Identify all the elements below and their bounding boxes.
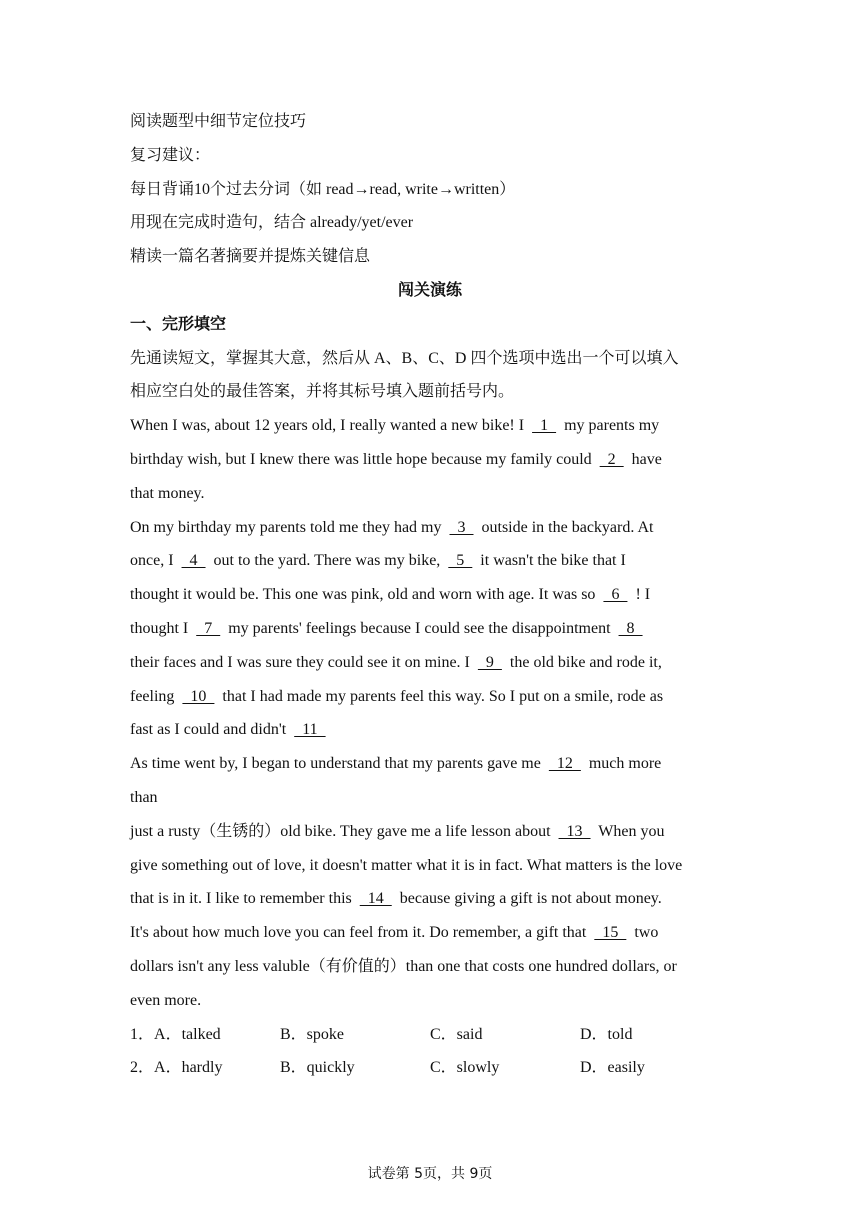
passage-text: When I was, about 12 years old, I really wanted a new bike! I: [130, 417, 525, 435]
blank-10: 10: [182, 687, 215, 705]
blank-2: 2: [599, 450, 624, 468]
option-c: C．said: [430, 1025, 483, 1043]
blank-9: 9: [477, 653, 502, 671]
option-d: D．told: [580, 1025, 633, 1043]
blank-11: 11: [294, 721, 326, 739]
passage-text: my parents my: [564, 417, 660, 435]
blank-7: 7: [196, 619, 221, 637]
passage-line: [130, 713, 730, 747]
part-title: 一、完形填空: [130, 315, 227, 333]
passage-text: As time went by, I began to understand that my parents gave me: [130, 755, 541, 773]
blank-1: 1: [532, 417, 557, 435]
passage-text: thought it would be. This one was pink, old and worn with age. It was so: [130, 586, 596, 604]
passage-text: On my birthday my parents told me they had my: [130, 518, 442, 536]
passage-line: [130, 882, 730, 916]
passage-text: just a rusty（生锈的）old bike. They gave me a life lesson about: [130, 822, 551, 840]
option-d: D．easily: [580, 1059, 645, 1077]
passage-text: that I had made my parents feel this way. So I put on a smile, rode as: [222, 687, 664, 705]
intro-line: 每日背诵10个过去分词（如 read→read, write→written）: [130, 180, 516, 198]
content-area: [130, 105, 730, 1085]
passage-text: It's about how much love you can feel from it. Do remember, a gift that: [130, 924, 587, 942]
option-b: B．quickly: [280, 1059, 355, 1077]
passage-text: my parents' feelings because I could see the disappointment: [228, 619, 611, 637]
instruction-line: 相应空白处的最佳答案，并将其标号填入题前括号内。: [130, 383, 515, 401]
blank-4: 4: [181, 552, 206, 570]
passage-text: the old bike and rode it,: [509, 653, 662, 671]
passage-line: [130, 916, 730, 950]
passage-line: [130, 815, 730, 849]
passage-line: [130, 612, 730, 646]
option-c: C．slowly: [430, 1059, 500, 1077]
intro-line: 用现在完成时造句，结合 already/yet/ever: [130, 214, 414, 232]
passage-text: outside in the backyard. At: [481, 518, 654, 536]
option-a-text: A．hardly: [154, 1059, 223, 1077]
passage-text: once, I: [130, 552, 174, 570]
passage-line: dollars isn't any less valuble（有价值的）than one that costs one hundred dollars, or: [130, 957, 677, 975]
option-a: [130, 1018, 280, 1052]
option-a: [130, 1051, 280, 1085]
option-row: [130, 1018, 730, 1052]
blank-3: 3: [449, 518, 474, 536]
passage-line: [130, 747, 730, 781]
passage-text: fast as I could and didn't: [130, 721, 287, 739]
option-a-text: A．talked: [154, 1025, 221, 1043]
passage-line: give something out of love, it doesn't matter what it is in fact. What matters is the love: [130, 856, 683, 874]
passage-line: [130, 646, 730, 680]
page-footer: 试卷第 5页，共 9页: [367, 1166, 493, 1182]
passage-line: even more.: [130, 991, 202, 1009]
passage-line: [130, 443, 730, 477]
blank-15: 15: [594, 924, 627, 942]
passage-line: [130, 680, 730, 714]
passage-line: [130, 511, 730, 545]
passage-text: feeling: [130, 687, 175, 705]
option-row: [130, 1051, 730, 1085]
section-title: 闯关演练: [397, 281, 462, 299]
blank-6: 6: [603, 586, 628, 604]
passage-line: [130, 578, 730, 612]
passage-text: birthday wish, but I knew there was little hope because my family could: [130, 450, 592, 468]
passage-text: that is in it. I like to remember this: [130, 890, 352, 908]
passage-line: [130, 409, 730, 443]
blank-12: 12: [548, 755, 581, 773]
passage-text: out to the yard. There was my bike,: [213, 552, 441, 570]
blank-13: 13: [558, 822, 591, 840]
intro-line: 精读一篇名著摘要并提炼关键信息: [130, 248, 371, 266]
passage-line: [130, 544, 730, 578]
instruction-line: 先通读短文，掌握其大意，然后从 A、B、C、D 四个选项中选出一个可以填入: [130, 349, 679, 367]
passage-text: it wasn't the bike that I: [480, 552, 626, 570]
blank-8: 8: [618, 619, 643, 637]
passage-text: When you: [598, 822, 665, 840]
passage-text: much more: [588, 755, 662, 773]
question-number: 2．: [130, 1059, 155, 1077]
passage-text: ! I: [635, 586, 651, 604]
passage-text: have: [631, 450, 662, 468]
passage-text: thought I: [130, 619, 189, 637]
passage-line: than: [130, 788, 158, 806]
intro-line: 阅读题型中细节定位技巧: [130, 113, 307, 130]
passage-line: that money.: [130, 484, 205, 502]
blank-5: 5: [448, 552, 473, 570]
intro-line: 复习建议：: [130, 146, 211, 164]
passage-text: their faces and I was sure they could see it on mine. I: [130, 653, 470, 671]
passage-text: two: [634, 924, 659, 942]
question-number: 1．: [130, 1025, 155, 1043]
passage-text: because giving a gift is not about money.: [399, 890, 662, 908]
blank-14: 14: [359, 890, 392, 908]
option-b: B．spoke: [280, 1025, 345, 1043]
